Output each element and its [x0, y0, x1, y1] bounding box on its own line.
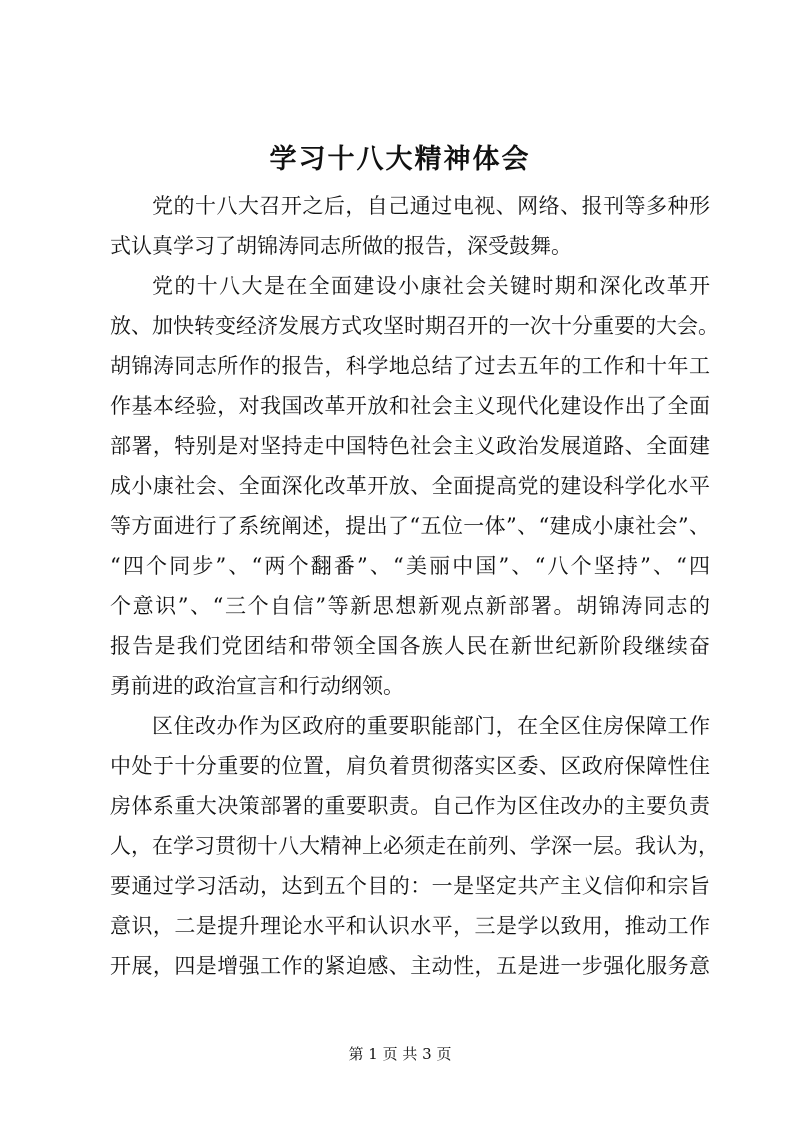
paragraph-line: 式认真学习了胡锦涛同志所做的报告，深受鼓舞。 — [110, 234, 572, 258]
paragraph-line: 房体系重大决策部署的重要职责。自己作为区住改办的主要负责 — [110, 794, 710, 818]
paragraph-line: 等方面进行了系统阐述，提出了“五位一体”、“建成小康社会”、 — [110, 514, 710, 538]
paragraph-line: 意识，二是提升理论水平和认识水平，三是学以致用，推动工作 — [110, 914, 710, 938]
paragraph-line: “四个同步”、“两个翻番”、“美丽中国”、“八个坚持”、“四 — [110, 554, 710, 578]
paragraph-line: 党的十八大召开之后，自己通过电视、网络、报刊等多种形 — [152, 194, 710, 218]
document-title: 学习十八大精神体会 — [269, 144, 531, 175]
paragraph-line: 区住改办作为区政府的重要职能部门，在全区住房保障工作 — [152, 714, 710, 738]
paragraph-line: 勇前进的政治宣言和行动纲领。 — [110, 674, 404, 698]
paragraph-line: 作基本经验，对我国改革开放和社会主义现代化建设作出了全面 — [110, 394, 710, 418]
paragraph-line: 党的十八大是在全面建设小康社会关键时期和深化改革开 — [152, 274, 710, 298]
paragraph-line: 放、加快转变经济发展方式攻坚时期召开的一次十分重要的大会。 — [110, 314, 719, 338]
paragraph-line: 要通过学习活动，达到五个目的：一是坚定共产主义信仰和宗旨 — [110, 874, 710, 898]
paragraph-line: 人，在学习贯彻十八大精神上必须走在前列、学深一层。我认为， — [110, 834, 719, 858]
page-footer: 第 1 页 共 3 页 — [348, 1045, 452, 1063]
paragraph-line: 个意识”、“三个自信”等新思想新观点新部署。胡锦涛同志的 — [110, 594, 710, 618]
paragraph-line: 报告是我们党团结和带领全国各族人民在新世纪新阶段继续奋 — [110, 634, 710, 658]
paragraph-line: 开展，四是增强工作的紧迫感、主动性，五是进一步强化服务意 — [110, 954, 710, 978]
paragraph-line: 部署，特别是对坚持走中国特色社会主义政治发展道路、全面建 — [110, 434, 710, 458]
paragraph-line: 胡锦涛同志所作的报告，科学地总结了过去五年的工作和十年工 — [110, 354, 710, 378]
paragraph-line: 成小康社会、全面深化改革开放、全面提高党的建设科学化水平 — [110, 474, 710, 498]
paragraph-line: 中处于十分重要的位置，肩负着贯彻落实区委、区政府保障性住 — [110, 754, 710, 778]
